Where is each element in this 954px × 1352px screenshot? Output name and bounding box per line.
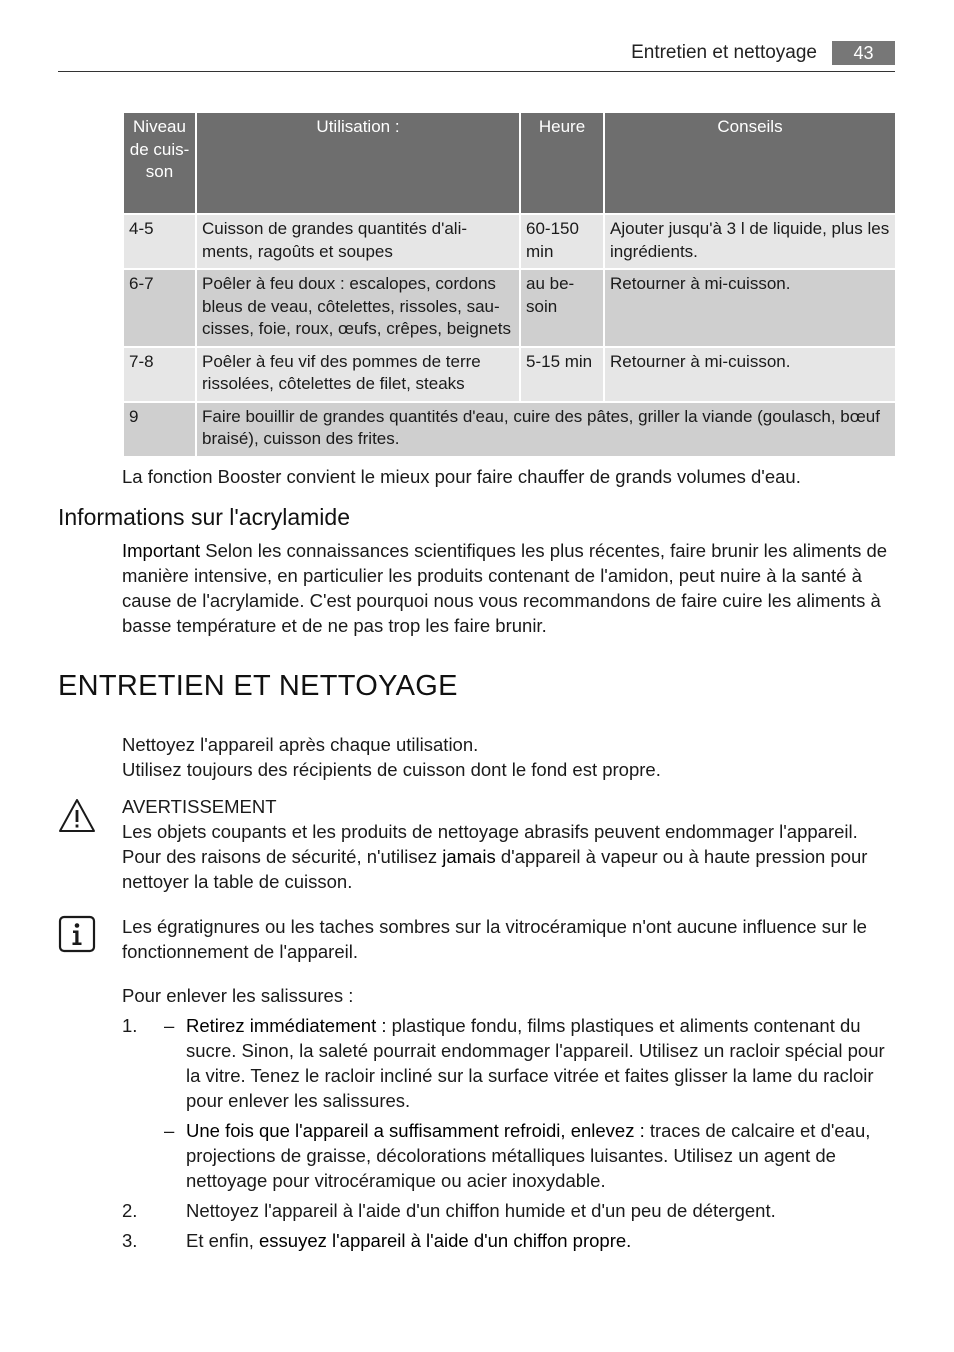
step-emphasis: essuyez l'appareil à l'aide d'un chiffon propre. (259, 1230, 632, 1251)
substep-text: traces de calcaire et d'eau, projections de graisse, décolorations métalliques luisantes. Utilisez un agent de nettoyage pour vitrocéramique ou acier inoxydable. (186, 1120, 871, 1191)
cell-tips: Retourner à mi-cuisson. (604, 269, 896, 347)
page-header (58, 38, 895, 72)
table-row (123, 269, 896, 347)
cell-usage: Poêler à feu vif des pommes de terre rissolées, côtelettes de filet, steaks (196, 347, 520, 402)
intro-line-1: Nettoyez l'appareil après chaque utilisation. (122, 734, 479, 755)
intro-line-2: Utilisez toujours des récipients de cuisson dont le fond est propre. (122, 759, 661, 780)
cell-usage: Faire bouillir de grandes quantités d'eau, cuire des pâtes, griller la viande (goulasch, bœuf braisé), cuisson des frites. (196, 402, 896, 457)
substep-emphasis: Retirez immédiatement : (186, 1015, 387, 1036)
step-number: 1. (122, 1015, 138, 1036)
cell-level: 4-5 (123, 214, 196, 269)
dash-bullet: – (164, 1120, 175, 1141)
step-text: Nettoyez l'appareil à l'aide d'un chiffon humide et d'un peu de détergent. (186, 1200, 776, 1221)
step-1-substep (122, 1013, 892, 1113)
cell-tips: Retourner à mi-cuisson. (604, 347, 896, 402)
step-3 (122, 1228, 892, 1253)
column-header-tips: Conseils (604, 112, 896, 214)
acrylamide-text: Selon les connaissances scientifiques les plus récentes, faire brunir les aliments de manière intensive, en particulier les produits contenant de l'amidon, peut nuire à la santé à cause de l'acrylamide. C'est pourquoi nous vous recommandons de faire cuire les aliments à basse température et de ne pas trop les faire brunir. (122, 540, 888, 636)
important-label: Important (122, 540, 201, 561)
warning-title: AVERTISSEMENT (122, 796, 277, 817)
step-1-substep (122, 1118, 892, 1193)
step-2 (122, 1198, 892, 1223)
warning-text (122, 819, 892, 894)
warning-text-part: d'appareil à vapeur ou à haute pression pour nettoyer la table de cuisson. (122, 846, 868, 892)
cell-level: 7-8 (123, 347, 196, 402)
step-number: 3. (122, 1230, 138, 1251)
table-header-row (123, 112, 896, 214)
table-row (123, 402, 896, 457)
table-row (123, 214, 896, 269)
cleaning-steps (122, 1013, 892, 1258)
acrylamide-heading: Informations sur l'acrylamide (58, 504, 350, 530)
step-text: Et enfin, (186, 1230, 260, 1251)
cooking-level-table (122, 111, 897, 458)
cell-time: au be- soin (520, 269, 604, 347)
acrylamide-paragraph (122, 538, 892, 638)
page-number: 43 (832, 41, 895, 65)
section-title: ENTRETIEN ET NETTOYAGE (58, 670, 458, 702)
substep-emphasis: Une fois que l'appareil a suffisamment refroidi, enlevez : (186, 1120, 645, 1141)
column-header-usage: Utilisation : (196, 112, 520, 214)
dash-bullet: – (164, 1015, 175, 1036)
booster-note: La fonction Booster convient le mieux pour faire chauffer de grands volumes d'eau. (122, 466, 801, 487)
info-icon (58, 915, 96, 953)
cell-level: 9 (123, 402, 196, 457)
warning-triangle-icon (58, 797, 96, 835)
column-header-time: Heure (520, 112, 604, 214)
substep-text: plastique fondu, films plastiques et aliments contenant du sucre. Sinon, la saleté pourrait endommager l'appareil. Utilisez un racloir spécial pour la vitre. Tenez le racloir incliné sur la surface vitrée et faites glisser la lame du racloir pour enlever les salissures. (186, 1015, 885, 1111)
cell-time: 5-15 min (520, 347, 604, 402)
cell-usage: Cuisson de grandes quantités d'ali- ments, ragoûts et soupes (196, 214, 520, 269)
cell-time: 60-150 min (520, 214, 604, 269)
column-header-level: Niveau de cuis- son (123, 112, 196, 214)
warning-emphasis: jamais (442, 846, 496, 867)
table-row (123, 347, 896, 402)
warning-text-part: Les objets coupants et les produits de nettoyage abrasifs peuvent endommager l'appareil. Pour des raisons de sécurité, n'utilisez (122, 821, 858, 867)
cleaning-heading: Pour enlever les salissures : (122, 985, 354, 1006)
header-title: Entretien et nettoyage (631, 42, 817, 63)
cell-usage: Poêler à feu doux : escalopes, cordons bleus de veau, côtelettes, rissoles, sau- cisses, foie, roux, œufs, crêpes, beignets (196, 269, 520, 347)
cell-level: 6-7 (123, 269, 196, 347)
info-text: Les égratignures ou les taches sombres sur la vitrocéramique n'ont aucune influence sur le fonctionnement de l'appareil. (122, 916, 867, 962)
step-number: 2. (122, 1200, 138, 1221)
cell-tips: Ajouter jusqu'à 3 l de liquide, plus les ingrédients. (604, 214, 896, 269)
